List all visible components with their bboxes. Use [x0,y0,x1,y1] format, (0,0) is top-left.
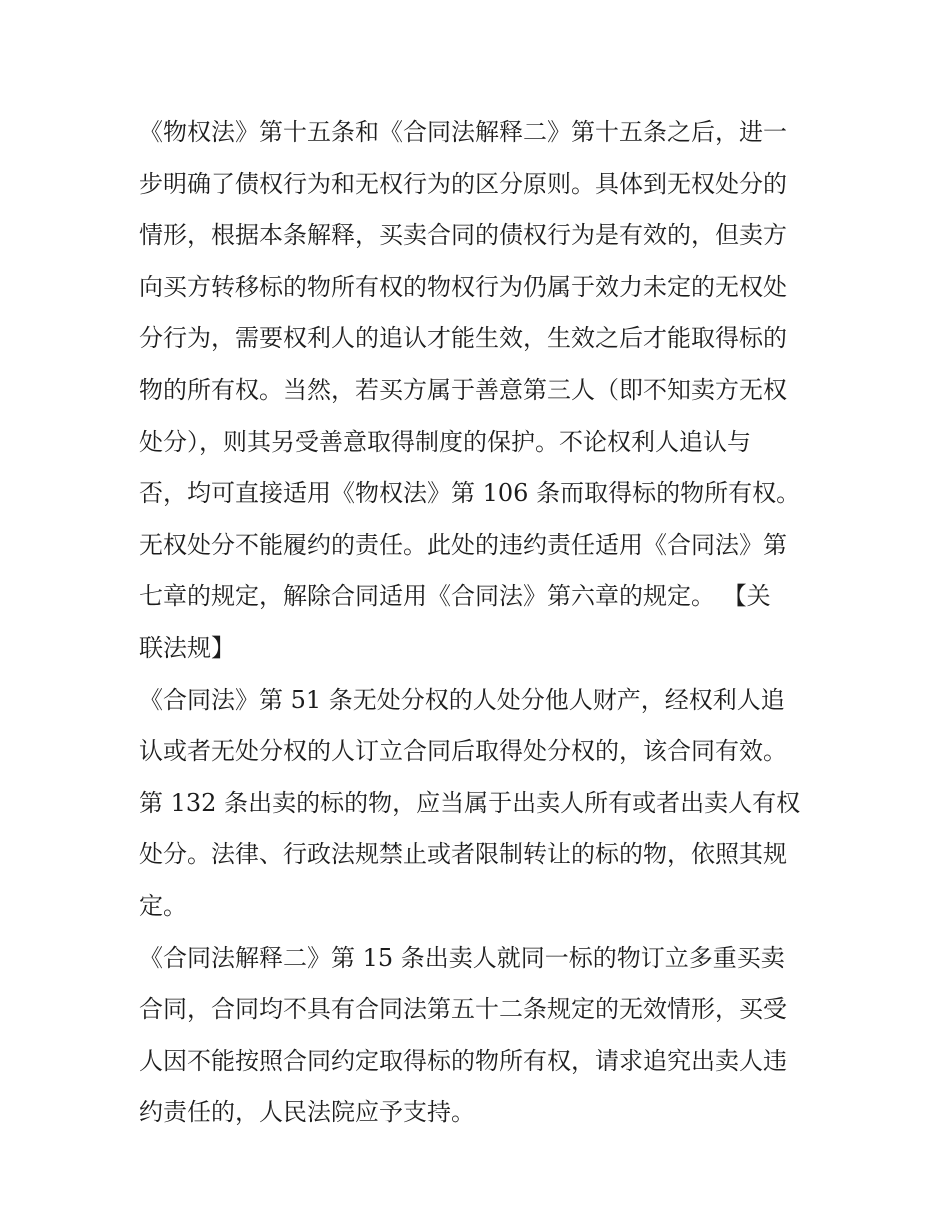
text-line: 处分。法律、行政法规禁止或者限制转让的标的物，依照其规 [139,840,787,869]
text-line: 情形，根据本条解释，买卖合同的债权行为是有效的，但卖方 [139,221,787,250]
text-line: 合同，合同均不具有合同法第五十二条规定的无效情形，买受 [139,995,787,1024]
text-line: 定。 [139,891,187,920]
text-line: 分行为，需要权利人的追认才能生效，生效之后才能取得标的 [139,324,787,353]
text-line: 联法规】 [139,633,235,662]
text-line: 人因不能按照合同约定取得标的物所有权，请求追究出卖人违 [139,1046,787,1075]
text-line: 七章的规定，解除合同适用《合同法》第六章的规定。 【关 [139,582,771,611]
text-line: 《合同法》第 51 条无处分权的人处分他人财产，经权利人追 [139,685,785,714]
text-line: 第 132 条出卖的标的物，应当属于出卖人所有或者出卖人有权 [139,788,801,817]
text-line: 处分），则其另受善意取得制度的保护。不论权利人追认与 [139,427,751,456]
text-line: 《物权法》第十五条和《合同法解释二》第十五条之后，进一 [139,118,787,146]
text-line: 物的所有权。当然，若买方属于善意第三人（即不知卖方无权 [139,375,787,404]
text-line: 认或者无处分权的人订立合同后取得处分权的，该合同有效。 [139,737,787,766]
text-line: 步明确了债权行为和无权行为的区分原则。具体到无权处分的 [139,169,787,198]
text-line: 约责任的，人民法院应予支持。 [139,1098,475,1127]
body-text [139,107,829,1139]
text-line: 否，均可直接适用《物权法》第 106 条而取得标的物所有权。 [139,479,801,508]
text-line: 《合同法解释二》第 15 条出卖人就同一标的物订立多重买卖 [139,943,785,972]
text-line: 无权处分不能履约的责任。此处的违约责任适用《合同法》第 [139,530,787,559]
text-line: 向买方转移标的物所有权的物权行为仍属于效力未定的无权处 [139,272,787,301]
